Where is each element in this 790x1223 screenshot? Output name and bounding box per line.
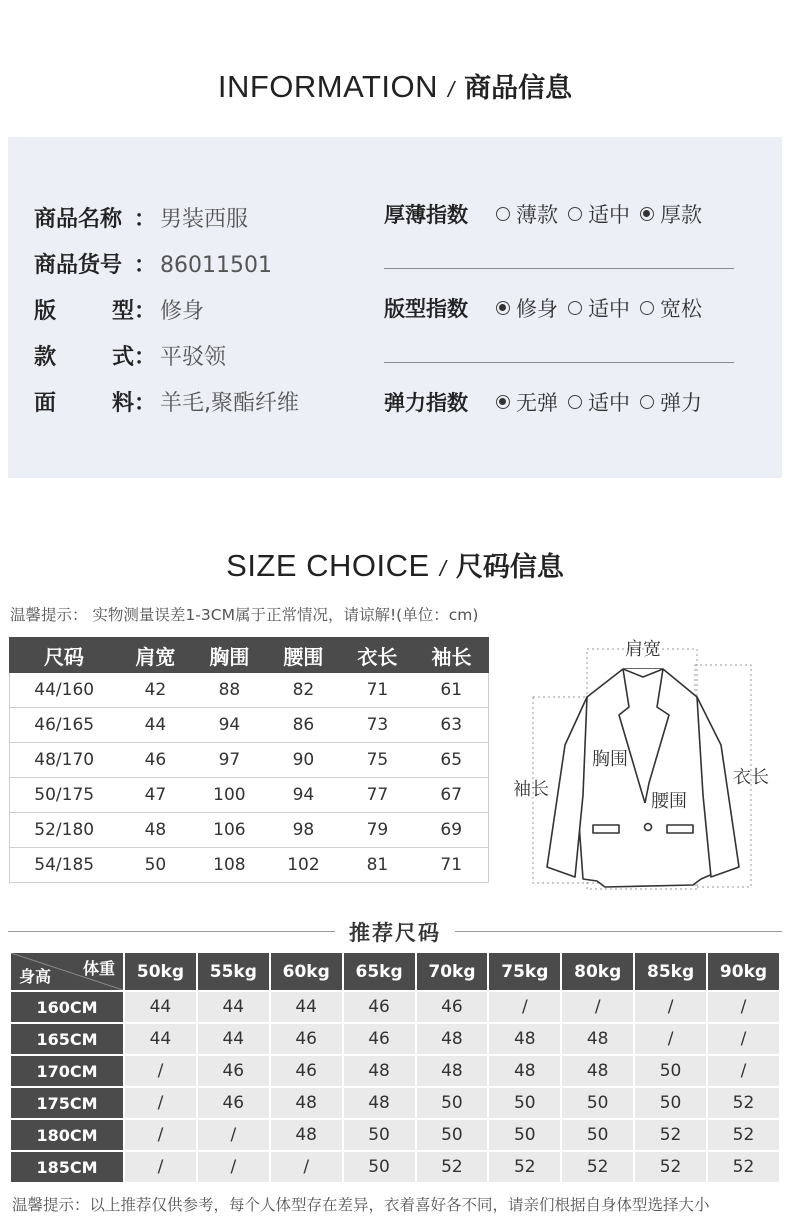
size-table-header: 肩宽	[118, 638, 192, 673]
size-table-cell: 44/160	[10, 673, 119, 708]
index-option	[496, 387, 558, 417]
recommend-cell: 48	[562, 1024, 633, 1054]
recommend-cell: 44	[198, 1024, 269, 1054]
weight-header: 90kg	[708, 953, 779, 990]
size-table-cell: 90	[266, 743, 340, 778]
index-option-label: 无弹	[516, 391, 558, 415]
info-field-label	[34, 202, 134, 233]
index-label: 厚薄指数	[384, 203, 468, 227]
recommend-cell: /	[125, 1056, 196, 1086]
recommend-cell: 50	[635, 1088, 706, 1118]
info-field-row	[34, 294, 204, 324]
label-char: 料	[111, 391, 134, 416]
recommend-cell: /	[635, 992, 706, 1022]
label-char: 面	[34, 391, 57, 416]
radio-checked-icon	[640, 207, 654, 221]
weight-header: 65kg	[344, 953, 415, 990]
diagram-waist-label: 腰围	[651, 791, 687, 812]
info-field-value: 羊毛,聚酯纤维	[160, 391, 300, 416]
recommend-cell: 52	[708, 1120, 779, 1150]
size-table-cell: 50	[118, 848, 192, 883]
recommend-cell: 50	[635, 1056, 706, 1086]
size-table-cell: 94	[266, 778, 340, 813]
recommend-cell: 48	[489, 1024, 560, 1054]
size-table-cell: 65	[414, 743, 488, 778]
size-table-cell: 69	[414, 813, 488, 848]
recommend-cell: 50	[417, 1088, 488, 1118]
label-char: 版	[34, 299, 57, 324]
recommend-cell: 52	[635, 1152, 706, 1182]
information-title-en: INFORMATION	[217, 69, 439, 104]
info-field-colon: ：	[134, 207, 157, 232]
index-option-label: 适中	[588, 297, 630, 321]
table-row	[11, 992, 779, 1022]
corner-height-label: 身高	[19, 967, 52, 986]
height-header: 180CM	[11, 1120, 123, 1150]
recommend-cell: 52	[489, 1152, 560, 1182]
information-title	[0, 66, 790, 105]
diagram-shoulder-label: 肩宽	[625, 639, 661, 660]
radio-unchecked-icon	[568, 395, 582, 409]
size-table-header: 腰围	[266, 638, 340, 673]
info-field-label	[34, 386, 134, 417]
size-table-cell: 48	[118, 813, 192, 848]
recommend-cell: 50	[489, 1088, 560, 1118]
recommend-cell: 50	[344, 1120, 415, 1150]
divider	[384, 268, 734, 269]
weight-header: 50kg	[125, 953, 196, 990]
recommend-cell: /	[198, 1120, 269, 1150]
size-table-cell: 67	[414, 778, 488, 813]
label-char: 品	[56, 207, 79, 232]
recommend-cell: 46	[344, 1024, 415, 1054]
title-slash: /	[448, 77, 455, 102]
info-field-colon: ：	[134, 391, 157, 416]
radio-checked-icon	[496, 395, 510, 409]
table-row	[11, 1152, 779, 1182]
table-row	[11, 1088, 779, 1118]
table-row	[10, 743, 489, 778]
recommend-cell: 44	[125, 1024, 196, 1054]
recommend-cell: 52	[562, 1152, 633, 1182]
height-header: 165CM	[11, 1024, 123, 1054]
size-table-header: 胸围	[192, 638, 266, 673]
recommend-cell: /	[489, 992, 560, 1022]
table-row	[10, 673, 489, 708]
table-row	[11, 1024, 779, 1054]
info-field-value: 男装西服	[160, 207, 249, 232]
recommend-cell: /	[198, 1152, 269, 1182]
label-char: 品	[56, 253, 79, 278]
size-table-cell: 86	[266, 708, 340, 743]
table-row	[11, 1056, 779, 1086]
height-header: 175CM	[11, 1088, 123, 1118]
recommend-cell: /	[562, 992, 633, 1022]
recommend-cell: /	[708, 1056, 779, 1086]
recommend-size-table	[9, 951, 781, 1184]
weight-header: 70kg	[417, 953, 488, 990]
table-row	[10, 778, 489, 813]
recommend-cell: 46	[344, 992, 415, 1022]
jacket-measurement-diagram	[505, 635, 785, 895]
weight-header: 85kg	[635, 953, 706, 990]
recommend-cell: 44	[271, 992, 342, 1022]
title-slash: /	[439, 556, 446, 581]
radio-checked-icon	[496, 301, 510, 315]
size-title-cn: 尺码信息	[455, 552, 564, 583]
recommend-cell: 52	[417, 1152, 488, 1182]
size-table-cell: 75	[340, 743, 414, 778]
label-char: 式	[111, 345, 134, 370]
index-option-label: 适中	[588, 391, 630, 415]
info-field-label	[34, 294, 134, 325]
size-table-cell: 81	[340, 848, 414, 883]
size-table-cell: 71	[340, 673, 414, 708]
weight-header: 55kg	[198, 953, 269, 990]
diagram-chest-label: 胸围	[592, 749, 628, 770]
info-field-label	[34, 248, 134, 279]
size-table-header: 尺码	[10, 638, 119, 673]
size-table-cell: 63	[414, 708, 488, 743]
size-table-cell: 88	[192, 673, 266, 708]
recommend-cell: 50	[344, 1152, 415, 1182]
index-option	[568, 199, 630, 229]
height-header: 170CM	[11, 1056, 123, 1086]
weight-header: 60kg	[271, 953, 342, 990]
size-table-cell: 77	[340, 778, 414, 813]
recommend-cell: 48	[489, 1056, 560, 1086]
recommend-note: 温馨提示：以上推荐仅供参考，每个人体型存在差异，衣着喜好各不同，请亲们根据自身体型选择大小	[12, 1196, 710, 1214]
recommend-cell: 50	[562, 1088, 633, 1118]
radio-unchecked-icon	[640, 301, 654, 315]
label-char: 名	[78, 207, 101, 232]
size-table-cell: 50/175	[10, 778, 119, 813]
recommend-cell: /	[708, 1024, 779, 1054]
label-char: 商	[34, 253, 57, 278]
index-label: 版型指数	[384, 297, 468, 321]
size-note: 温馨提示： 实物测量误差1-3CM属于正常情况，请谅解!(单位：cm)	[10, 606, 479, 624]
table-row	[10, 848, 489, 883]
recommend-cell: 48	[271, 1088, 342, 1118]
recommend-cell: 52	[708, 1152, 779, 1182]
size-table-cell: 98	[266, 813, 340, 848]
index-option	[568, 387, 630, 417]
radio-unchecked-icon	[496, 207, 510, 221]
size-table-cell: 97	[192, 743, 266, 778]
recommend-cell: /	[271, 1152, 342, 1182]
divider	[384, 362, 734, 363]
index-option-label: 适中	[588, 203, 630, 227]
corner-weight-label: 体重	[82, 959, 115, 978]
size-table-cell: 108	[192, 848, 266, 883]
index-label: 弹力指数	[384, 391, 468, 415]
recommend-cell: 50	[562, 1120, 633, 1150]
recommend-cell: /	[708, 992, 779, 1022]
label-char: 款	[34, 345, 57, 370]
info-field-colon: ：	[134, 299, 157, 324]
height-header: 160CM	[11, 992, 123, 1022]
height-header: 185CM	[11, 1152, 123, 1182]
size-table-cell: 42	[118, 673, 192, 708]
index-option-label: 宽松	[660, 297, 702, 321]
weight-header: 80kg	[562, 953, 633, 990]
label-char: 号	[100, 253, 123, 278]
recommend-cell: 44	[125, 992, 196, 1022]
info-field-value: 86011501	[160, 253, 272, 278]
label-char: 商	[34, 207, 57, 232]
index-option-label: 厚款	[660, 203, 702, 227]
size-table-cell: 82	[266, 673, 340, 708]
size-table-cell: 46	[118, 743, 192, 778]
info-field-row	[34, 202, 248, 232]
info-field-row	[34, 248, 272, 278]
info-field-row	[34, 386, 299, 416]
radio-unchecked-icon	[568, 207, 582, 221]
index-option-label: 薄款	[516, 203, 558, 227]
size-table-cell: 100	[192, 778, 266, 813]
radio-unchecked-icon	[568, 301, 582, 315]
label-char: 称	[100, 207, 123, 232]
radio-unchecked-icon	[640, 395, 654, 409]
recommend-cell: 44	[198, 992, 269, 1022]
size-table-cell: 52/180	[10, 813, 119, 848]
table-corner-header	[11, 953, 123, 990]
size-table-cell: 47	[118, 778, 192, 813]
index-row	[384, 199, 734, 229]
recommend-cell: 48	[344, 1056, 415, 1086]
info-field-value: 修身	[160, 299, 205, 324]
recommend-cell: 46	[271, 1024, 342, 1054]
index-option	[640, 199, 702, 229]
size-table	[9, 637, 489, 883]
table-row	[10, 708, 489, 743]
info-field-value: 平驳领	[160, 345, 227, 370]
diagram-sleeve-label: 袖长	[513, 779, 549, 800]
index-option-label: 修身	[516, 297, 558, 321]
info-field-colon: ：	[134, 253, 157, 278]
size-table-cell: 61	[414, 673, 488, 708]
size-table-cell: 54/185	[10, 848, 119, 883]
index-row	[384, 293, 734, 323]
diagram-length-label: 衣长	[733, 767, 769, 788]
index-option	[640, 293, 702, 323]
index-option	[568, 293, 630, 323]
label-char: 货	[78, 253, 101, 278]
size-table-cell: 48/170	[10, 743, 119, 778]
recommend-cell: 48	[344, 1088, 415, 1118]
info-field-row	[34, 340, 226, 370]
index-option-label: 弹力	[660, 391, 702, 415]
recommend-cell: 52	[635, 1120, 706, 1150]
size-table-cell: 46/165	[10, 708, 119, 743]
weight-header: 75kg	[489, 953, 560, 990]
recommend-cell: 46	[198, 1056, 269, 1086]
recommend-cell: /	[125, 1120, 196, 1150]
recommend-cell: /	[125, 1152, 196, 1182]
recommend-cell: 48	[271, 1120, 342, 1150]
recommend-cell: 46	[198, 1088, 269, 1118]
recommend-cell: /	[125, 1088, 196, 1118]
recommend-cell: 52	[708, 1088, 779, 1118]
index-row	[384, 387, 734, 417]
size-table-cell: 79	[340, 813, 414, 848]
recommend-cell: 50	[417, 1120, 488, 1150]
recommend-cell: 48	[417, 1056, 488, 1086]
recommend-cell: 46	[417, 992, 488, 1022]
size-table-cell: 102	[266, 848, 340, 883]
table-row	[11, 1120, 779, 1150]
size-table-cell: 94	[192, 708, 266, 743]
size-table-cell: 73	[340, 708, 414, 743]
size-table-cell: 44	[118, 708, 192, 743]
recommend-cell: 50	[489, 1120, 560, 1150]
index-option	[640, 387, 702, 417]
size-table-cell: 106	[192, 813, 266, 848]
product-info-panel	[8, 137, 782, 478]
info-field-label	[34, 340, 134, 371]
recommend-cell: 48	[417, 1024, 488, 1054]
recommend-cell: 48	[562, 1056, 633, 1086]
recommend-title: 推荐尺码	[335, 917, 455, 947]
label-char: 型	[111, 299, 134, 324]
size-title-en: SIZE CHOICE	[226, 548, 430, 583]
recommend-cell: /	[635, 1024, 706, 1054]
information-title-cn: 商品信息	[464, 73, 573, 104]
info-field-colon: ：	[134, 345, 157, 370]
recommend-title-bar	[8, 917, 782, 947]
size-table-header: 袖长	[414, 638, 488, 673]
size-table-header: 衣长	[340, 638, 414, 673]
index-option	[496, 293, 558, 323]
size-table-cell: 71	[414, 848, 488, 883]
size-choice-title	[0, 545, 790, 584]
recommend-cell: 46	[271, 1056, 342, 1086]
table-row	[10, 813, 489, 848]
index-option	[496, 199, 558, 229]
